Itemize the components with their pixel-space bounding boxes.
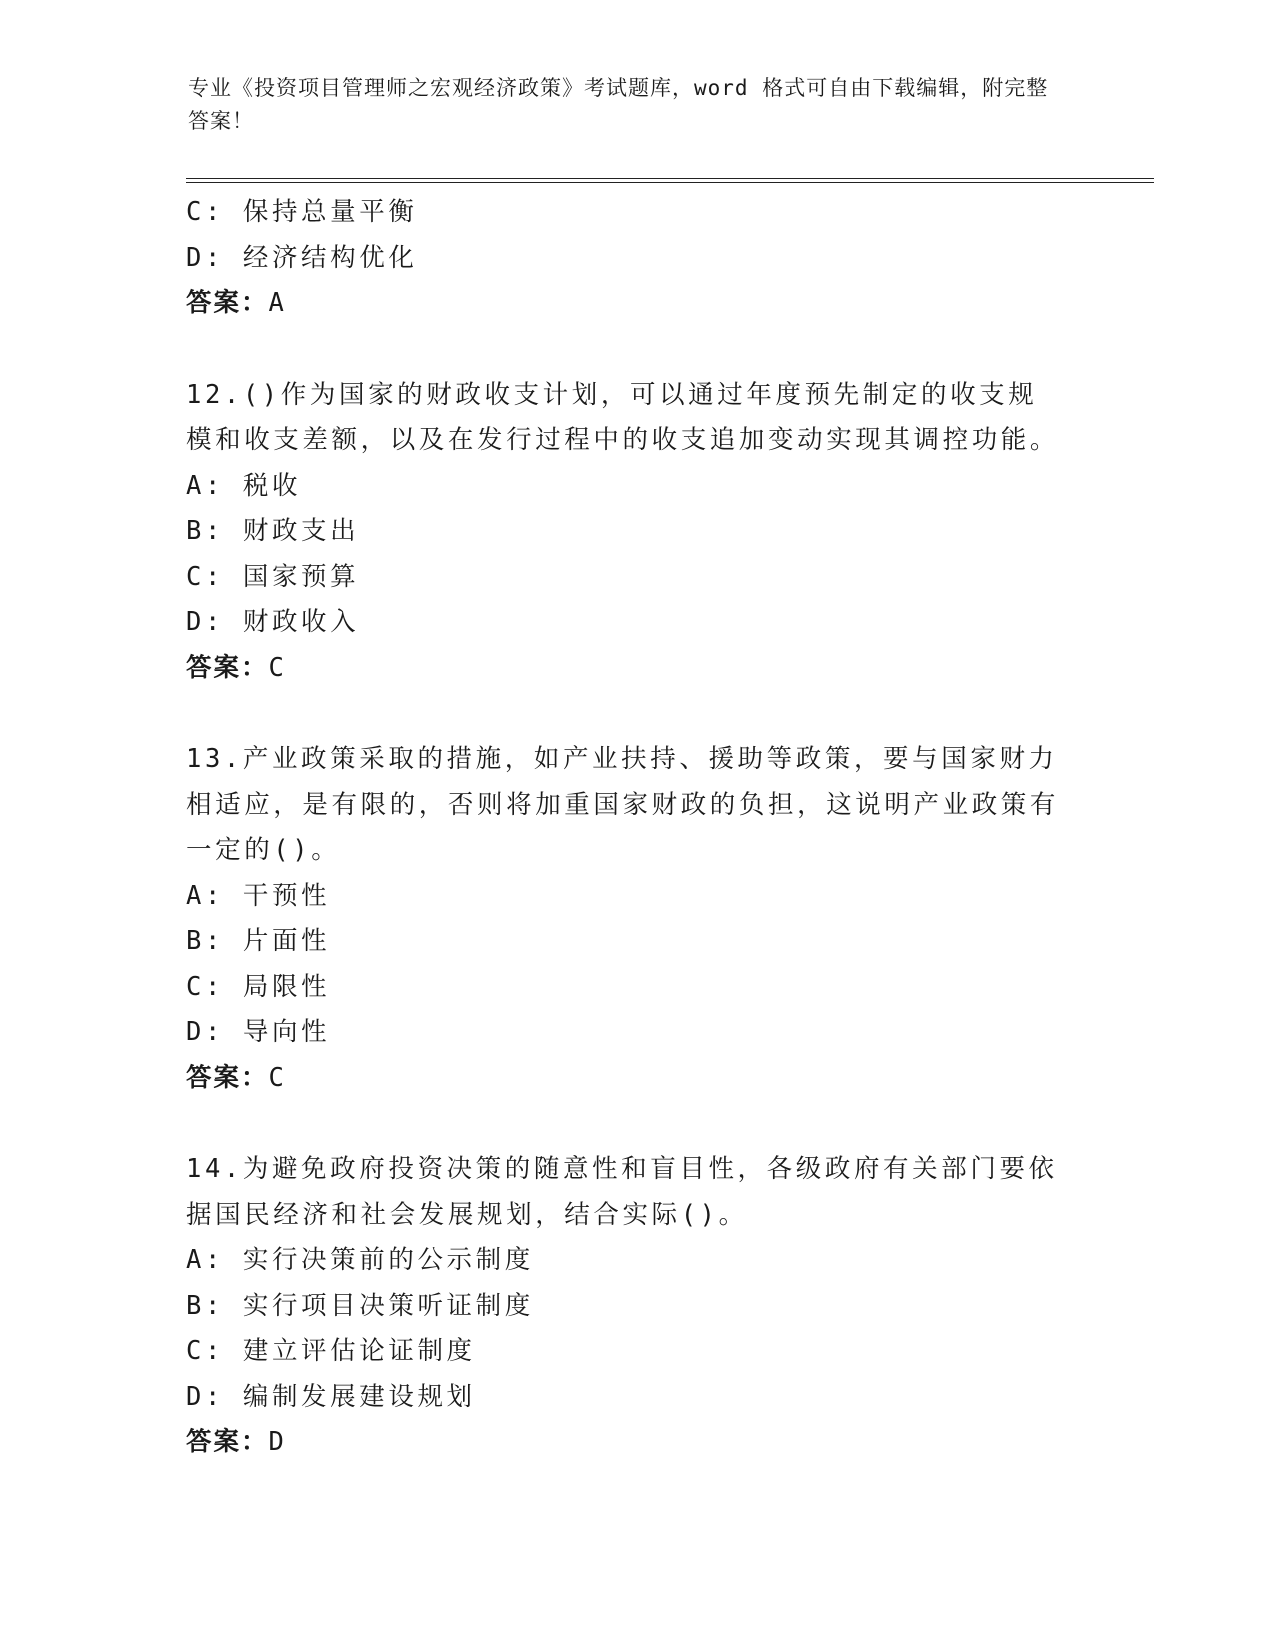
question-12 bbox=[186, 373, 1086, 692]
answer-line bbox=[186, 281, 1086, 327]
option-c: C: 局限性 bbox=[186, 971, 331, 1002]
answer-value: D bbox=[268, 1427, 286, 1457]
option-c: C: 国家预算 bbox=[186, 561, 360, 592]
option-b: B: 实行项目决策听证制度 bbox=[186, 1290, 534, 1321]
question-number: 14. bbox=[186, 1154, 243, 1184]
document-header bbox=[188, 72, 1068, 138]
option-a: A: 干预性 bbox=[186, 880, 331, 911]
question-text: ()作为国家的财政收支计划，可以通过年度预先制定的收支规模和收支差额，以及在发行过程中的收支追加变动实现其调控功能。 bbox=[186, 379, 1060, 455]
answer-label: 答案： bbox=[186, 288, 269, 318]
answer-label: 答案： bbox=[186, 1062, 269, 1093]
header-divider bbox=[186, 178, 1154, 183]
option-a: A: 实行决策前的公示制度 bbox=[186, 1245, 534, 1275]
question-text: 产业政策采取的措施，如产业扶持、援助等政策，要与国家财力相适应，是有限的，否则将加重国家财政的负担，这说明产业政策有一定的()。 bbox=[186, 744, 1060, 865]
header-text: 专业《投资项目管理师之宏观经济政策》考试题库，word 格式可自由下载编辑，附完整答案！ bbox=[188, 76, 1049, 133]
question-13 bbox=[186, 737, 1086, 1101]
question-stem bbox=[186, 737, 1066, 874]
option-a: A: 税收 bbox=[186, 470, 302, 501]
option-b: B: 片面性 bbox=[186, 926, 331, 956]
answer-label: 答案： bbox=[186, 652, 269, 683]
question-11-fragment bbox=[186, 190, 1086, 327]
question-number: 13. bbox=[186, 744, 243, 774]
answer-value: C bbox=[268, 652, 286, 683]
question-14 bbox=[186, 1147, 1086, 1466]
answer-label: 答案： bbox=[186, 1427, 269, 1457]
question-number: 12. bbox=[186, 379, 243, 410]
question-list bbox=[186, 190, 1086, 1466]
option-c: C: 保持总量平衡 bbox=[186, 197, 418, 227]
question-text: 为避免政府投资决策的随意性和盲目性，各级政府有关部门要依据国民经济和社会发展规划，结合实际()。 bbox=[186, 1154, 1058, 1230]
option-d: D: 经济结构优化 bbox=[186, 242, 418, 273]
answer-value: A bbox=[268, 288, 286, 318]
option-d: D: 编制发展建设规划 bbox=[186, 1381, 476, 1412]
answer-line bbox=[186, 1420, 1086, 1466]
answer-line bbox=[186, 1056, 1086, 1102]
answer-line bbox=[186, 646, 1086, 692]
option-d: D: 财政收入 bbox=[186, 607, 360, 637]
question-stem bbox=[186, 1147, 1066, 1238]
question-stem bbox=[186, 373, 1066, 464]
answer-value: C bbox=[268, 1062, 286, 1093]
option-b: B: 财政支出 bbox=[186, 516, 360, 546]
option-c: C: 建立评估论证制度 bbox=[186, 1336, 476, 1366]
option-d: D: 导向性 bbox=[186, 1017, 331, 1047]
